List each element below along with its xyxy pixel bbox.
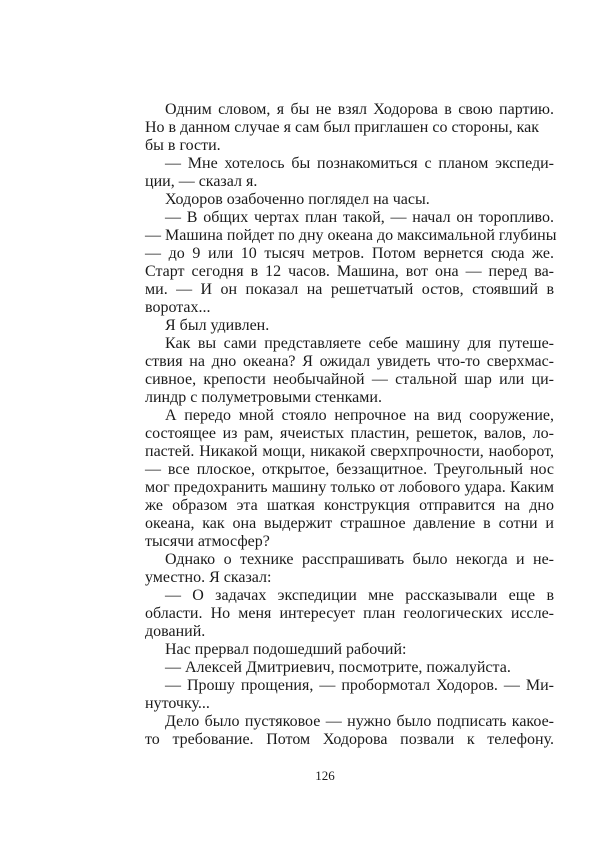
text-line: Как вы сами представляете себе машину для путеше-: [165, 335, 554, 352]
page-number: 126: [315, 768, 335, 783]
text-line: же образом эта шаткая конструкция отправится на дно: [145, 497, 554, 514]
text-line: Ходоров озабоченно поглядел на часы.: [165, 191, 430, 208]
text-line: то требование. Потом Ходорова позвали к телефону.: [145, 731, 554, 748]
text-line: линдр с полуметровыми стенками.: [145, 389, 382, 406]
text-line: бы в гости.: [145, 137, 221, 154]
text-line: Дело было пустяковое — нужно было подписать какое-: [165, 713, 554, 730]
text-line: — Алексей Дмитриевич, посмотрите, пожалуйста.: [165, 659, 511, 676]
text-line: — О задачах экспедиции мне рассказывали еще в: [165, 587, 554, 604]
text-line: ции, — сказал я.: [145, 173, 258, 190]
text-line: пастей. Никакой мощи, никакой сверхпрочности, наоборот,: [145, 443, 554, 460]
text-line: уместно. Я сказал:: [145, 569, 272, 586]
text-line: Я был удивлен.: [165, 317, 270, 334]
text-line: дований.: [145, 623, 206, 640]
text-line: тысячи атмосфер?: [145, 533, 270, 550]
text-line: — Мне хотелось бы познакомиться с планом экспеди-: [165, 155, 554, 172]
text-line: Одним словом, я бы не взял Ходорова в свою партию.: [165, 101, 554, 118]
text-line: — Машина пойдет по дну океана до максимальной глубины: [145, 227, 557, 244]
text-line: Однако о технике расспрашивать было некогда и не-: [165, 551, 554, 568]
text-line: — до 9 или 10 тысяч метров. Потом вернется сюда же.: [145, 245, 554, 262]
text-line: мог предохранить машину только от лобового удара. Каким: [145, 479, 554, 496]
text-line: — Прошу прощения, — пробормотал Ходоров. — Ми-: [165, 677, 554, 694]
text-line: Старт сегодня в 12 часов. Машина, вот она — перед ва-: [145, 263, 554, 280]
text-line: сивное, крепости необычайной — стальной шар или ци-: [145, 371, 554, 388]
text-line: области. Но меня интересует план геологических иссле-: [145, 605, 554, 622]
text-line: океана, как она выдержит страшное давление в сотни и: [145, 515, 554, 532]
text-line: ствия на дно океана? Я ожидал увидеть что-то сверхмас-: [145, 353, 554, 370]
text-line: Но в данном случае я сам был приглашен со стороны, как: [145, 119, 540, 136]
text-line: — В общих чертах план такой, — начал он торопливо.: [165, 209, 554, 226]
text-line: А передо мной стояло непрочное на вид сооружение,: [165, 407, 554, 424]
text-line: нуточку...: [145, 695, 210, 712]
text-line: Нас прервал подошедший рабочий:: [165, 641, 407, 658]
text-line: — все плоское, открытое, беззащитное. Треугольный нос: [145, 461, 554, 478]
text-line: ми. — И он показал на решетчатый остов, стоявший в: [145, 281, 554, 298]
page-body-text: [145, 101, 557, 749]
text-line: состоящее из рам, ячеистых пластин, решеток, валов, ло-: [145, 425, 554, 442]
text-line: воротах...: [145, 299, 211, 316]
